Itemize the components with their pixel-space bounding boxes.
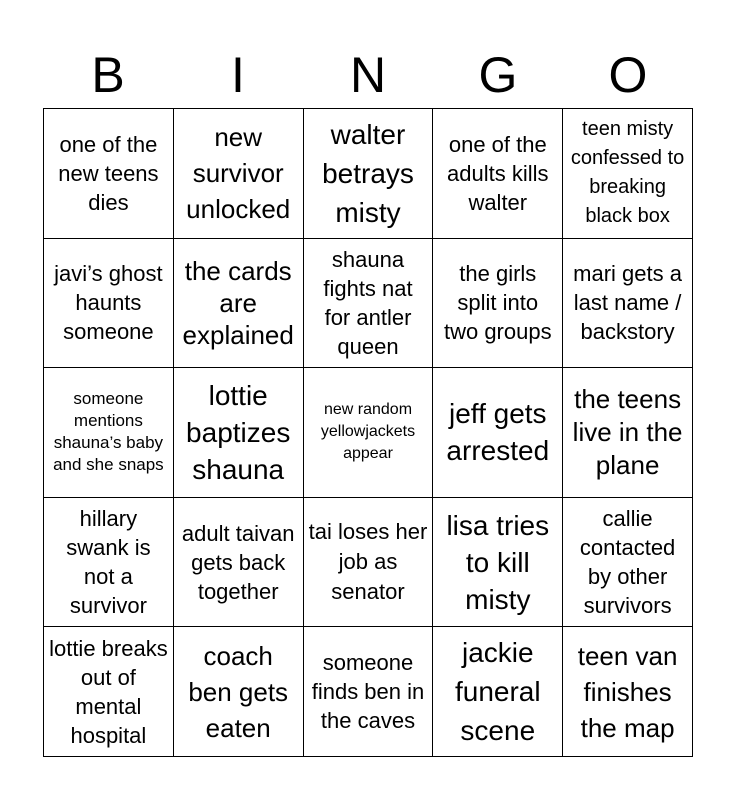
bingo-cell[interactable]	[433, 368, 563, 498]
bingo-cell[interactable]	[304, 109, 434, 239]
bingo-cell[interactable]	[433, 109, 563, 239]
bingo-cell[interactable]	[563, 239, 693, 369]
bingo-cell[interactable]	[304, 239, 434, 369]
bingo-grid	[43, 108, 693, 757]
header-letter-i: I	[231, 47, 245, 103]
header-letter-g: G	[478, 47, 518, 103]
cell-text: teen misty confessed to breaking black box	[570, 118, 685, 228]
cell-text: mari gets a last name / backstory	[573, 261, 682, 345]
cell-text: the teens live in the plane	[572, 383, 683, 480]
cell-text: the cards are explained	[182, 255, 294, 350]
cell-text: tai loses her job as senator	[308, 519, 428, 605]
bingo-header	[43, 44, 693, 106]
cell-text: lottie breaks out of mental hospital	[49, 635, 168, 748]
cell-text: coach ben gets eaten	[188, 640, 289, 743]
cell-text: walter betrays misty	[322, 118, 414, 228]
bingo-cell[interactable]	[304, 498, 434, 628]
bingo-cell[interactable]	[433, 627, 563, 757]
bingo-cell[interactable]	[174, 368, 304, 498]
cell-text: one of the adults kills walter	[447, 131, 549, 215]
bingo-cell[interactable]	[563, 109, 693, 239]
cell-text: shauna fights nat for antler queen	[323, 246, 413, 359]
cell-text: someone finds ben in the caves	[311, 650, 425, 734]
cell-text: one of the new teens dies	[58, 131, 159, 215]
bingo-cell[interactable]	[44, 368, 174, 498]
bingo-cell[interactable]	[563, 368, 693, 498]
bingo-cell[interactable]	[174, 627, 304, 757]
cell-text: new random yellowjackets appear	[320, 401, 416, 463]
bingo-cell[interactable]	[44, 627, 174, 757]
cell-text: javi’s ghost haunts someone	[54, 261, 163, 345]
bingo-cell[interactable]	[563, 498, 693, 628]
bingo-cell[interactable]	[44, 239, 174, 369]
cell-text: new survivor unlocked	[186, 122, 291, 225]
cell-text: someone mentions shauna’s baby and she snaps	[53, 389, 164, 475]
bingo-cell[interactable]	[304, 368, 434, 498]
cell-text: callie contacted by other survivors	[579, 506, 676, 619]
bingo-cell[interactable]	[174, 498, 304, 628]
cell-text: jackie funeral scene	[454, 637, 541, 747]
cell-text: jeff gets arrested	[446, 398, 550, 467]
bingo-cell[interactable]	[174, 239, 304, 369]
cell-text: hillary swank is not a survivor	[66, 506, 151, 619]
cell-text: lottie baptizes shauna	[186, 379, 291, 485]
header-letter-o: O	[608, 47, 648, 103]
bingo-cell[interactable]	[174, 109, 304, 239]
bingo-cell[interactable]	[563, 627, 693, 757]
header-letter-b: B	[91, 47, 125, 103]
cell-text: the girls split into two groups	[443, 261, 552, 345]
bingo-cell[interactable]	[433, 239, 563, 369]
cell-text: adult taivan gets back together	[181, 520, 295, 604]
cell-text: lisa tries to kill misty	[446, 509, 550, 615]
bingo-cell[interactable]	[304, 627, 434, 757]
bingo-cell[interactable]	[433, 498, 563, 628]
bingo-cell[interactable]	[44, 109, 174, 239]
bingo-cell[interactable]	[44, 498, 174, 628]
header-letter-n: N	[349, 47, 387, 103]
cell-text: teen van finishes the map	[577, 640, 678, 743]
